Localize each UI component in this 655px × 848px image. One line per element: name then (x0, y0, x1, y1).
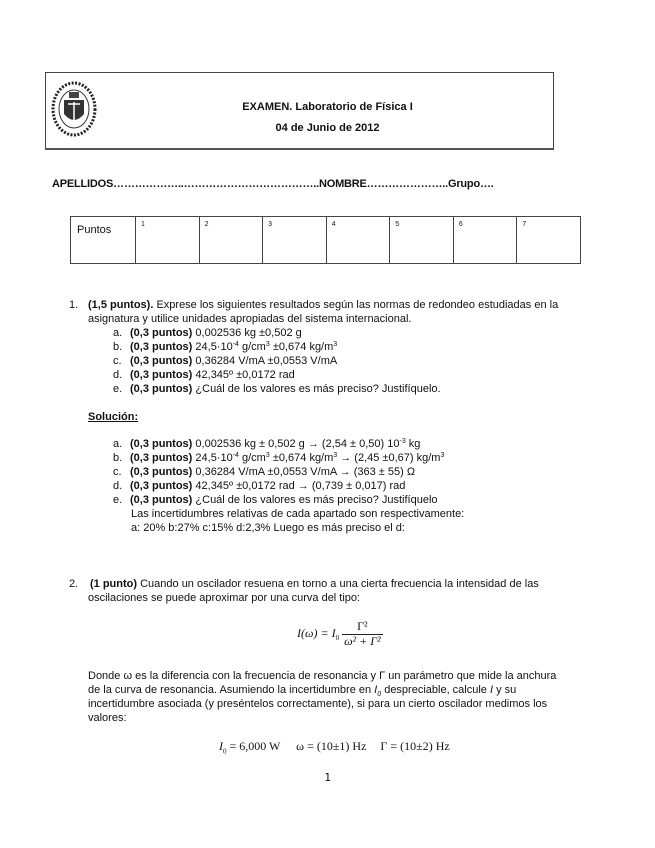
item-letter: e. (113, 494, 123, 506)
solution-explanation-line-1: Las incertidumbres relativas de cada apartado son respectivamente: (131, 508, 465, 520)
question-2-para-line-1: Donde ω es la diferencia con la frecuencia de resonancia y Γ un parámetro que mide la anchura (88, 670, 557, 682)
list-item (113, 341, 337, 355)
item-letter: c. (113, 355, 122, 367)
list-item (113, 466, 415, 480)
question-2-para-line-3: incertidumbre asociada (y preséntelos correctamente), si para un cierto oscilador medimos los (88, 698, 548, 710)
item-letter: e. (113, 383, 123, 395)
page-number: 1 (324, 771, 331, 784)
list-item (113, 383, 441, 397)
list-item (113, 327, 302, 341)
solution-title: Solución: (88, 411, 139, 423)
variable-sub: 0 (377, 691, 382, 699)
variable: I (489, 684, 494, 696)
question-1-line-1 (88, 299, 558, 313)
question-text: Exprese los siguientes resultados según las normas de redondeo estudiadas en la (153, 299, 559, 311)
item-letter: d. (113, 480, 123, 492)
item-points: (0,3 puntos) (130, 466, 193, 478)
item-points: (0,3 puntos) (130, 383, 193, 395)
exponent: -4 (232, 341, 239, 348)
question-2-line-2: oscilaciones se puede aproximar por una curva del tipo: (88, 592, 361, 604)
question-text: Cuando un oscilador resuena en torno a una cierta frecuencia la intensidad de las (137, 578, 539, 590)
item-points: (0,3 puntos) (130, 355, 193, 367)
item-text: ¿Cuál de los valores es más preciso? Justifíquelo. (192, 383, 441, 395)
question-points: (1,5 puntos). (88, 299, 154, 311)
list-item (113, 369, 295, 383)
item-text: 0,002536 kg ± 0,502 g → (2,54 ± 0,50) 10 (192, 438, 400, 450)
item-text: 42,345º ±0,0172 rad → (0,739 ± 0,017) rad (192, 480, 406, 492)
item-letter: b. (113, 341, 123, 353)
points-cell-7[interactable]: 7 (517, 217, 581, 264)
points-table (70, 216, 581, 264)
item-letter: b. (113, 452, 123, 464)
list-item (113, 480, 405, 494)
item-text: g/cm (238, 452, 266, 464)
list-item (113, 438, 420, 452)
question-2-line-1 (90, 578, 539, 592)
formula-sub: 0 (335, 634, 340, 643)
item-text: kg (405, 438, 421, 450)
i0-value: = 6,000 W (226, 739, 281, 753)
item-points: (0,3 puntos) (130, 480, 193, 492)
item-text: → (2,45 ±0,67) kg/m (337, 452, 441, 464)
exponent: 3 (440, 452, 445, 459)
formula-numerator: Γ² (342, 620, 383, 635)
item-points: (0,3 puntos) (130, 494, 193, 506)
item-text: 24,5·10 (192, 452, 233, 464)
gamma-value: Γ = (10±2) Hz (380, 739, 450, 753)
item-points: (0,3 puntos) (130, 452, 193, 464)
item-text: g/cm (238, 341, 266, 353)
item-points: (0,3 puntos) (130, 327, 193, 339)
para-text: y su (493, 684, 517, 696)
list-item (113, 355, 337, 369)
exponent: -4 (232, 452, 239, 459)
item-letter: a. (113, 327, 123, 339)
points-cell-6[interactable]: 6 (453, 217, 517, 264)
item-points: (0,3 puntos) (130, 341, 193, 353)
question-points: (1 punto) (90, 578, 138, 590)
exponent: 3 (333, 341, 338, 348)
item-text: 0,36284 V/mA ±0,0553 V/mA → (363 ± 55) Ω (192, 466, 416, 478)
measured-values (219, 740, 450, 759)
formula-denominator: ω² + Γ² (344, 633, 381, 648)
item-text: ¿Cuál de los valores es más preciso? Justifíquelo (192, 494, 438, 506)
solution-explanation-line-2: a: 20% b:27% c:15% d:2,3% Luego es más preciso el d: (131, 522, 405, 534)
variable: I (374, 684, 378, 696)
question-number: 2. (69, 578, 79, 590)
points-cell-2[interactable]: 2 (199, 217, 263, 264)
list-item (113, 452, 444, 466)
question-number: 1. (69, 299, 79, 311)
item-points: (0,3 puntos) (130, 369, 193, 381)
formula-fraction (342, 620, 383, 648)
points-label: Puntos (71, 217, 136, 264)
item-letter: a. (113, 438, 123, 450)
item-text: 24,5·10 (192, 341, 233, 353)
points-cell-4[interactable]: 4 (326, 217, 390, 264)
exam-date: 04 de Junio de 2012 (275, 122, 380, 134)
student-name-line: APELLIDOS………………..………………………………..NOMBRE…………………..Grupo…. (52, 178, 494, 190)
item-text: 0,36284 V/mA ±0,0553 V/mA (192, 355, 338, 367)
item-text: ±0,674 kg/m (269, 341, 334, 353)
exam-title: EXAMEN. Laboratorio de Física I (242, 101, 413, 113)
question-2-para-line-4: valores: (88, 712, 127, 724)
para-text: de la curva de resonancia. Asumiendo la incertidumbre en (88, 684, 375, 696)
item-text: 42,345º ±0,0172 rad (192, 369, 295, 381)
points-cell-1[interactable]: 1 (136, 217, 200, 264)
points-cell-5[interactable]: 5 (390, 217, 454, 264)
item-text: ±0,674 kg/m (269, 452, 334, 464)
item-letter: d. (113, 369, 123, 381)
formula-coef: I (331, 625, 336, 640)
para-text: despreciable, calcule (381, 684, 490, 696)
item-letter: c. (113, 466, 122, 478)
exponent: 3 (333, 452, 338, 459)
question-1-line-2: asignatura y utilice unidades apropiadas del sistema internacional. (88, 313, 412, 325)
i0-sub: 0 (223, 747, 227, 756)
exponent: -3 (399, 438, 406, 445)
list-item (113, 494, 438, 508)
table-row (71, 217, 581, 264)
resonance-formula (297, 620, 383, 648)
i0-label: I (219, 739, 223, 753)
exponent: 3 (265, 341, 270, 348)
formula-lhs: I(ω) = (297, 625, 329, 640)
omega-value: ω = (10±1) Hz (296, 739, 367, 753)
item-points: (0,3 puntos) (130, 438, 193, 450)
item-text: 0,002536 kg ±0,502 g (192, 327, 302, 339)
exponent: 3 (265, 452, 270, 459)
points-cell-3[interactable]: 3 (263, 217, 327, 264)
